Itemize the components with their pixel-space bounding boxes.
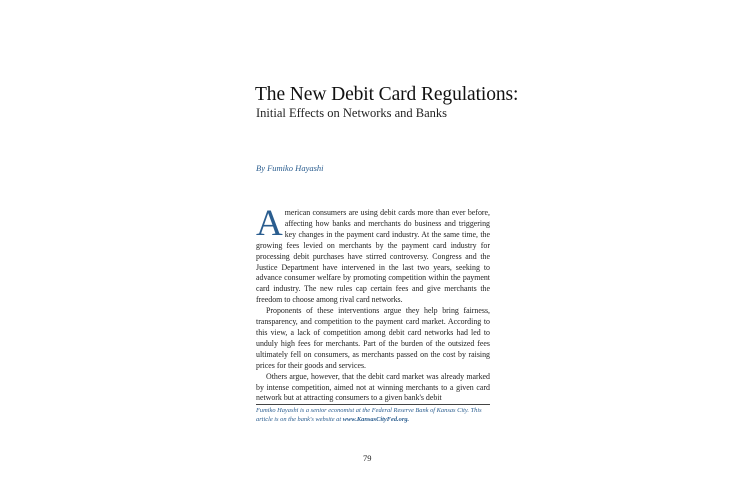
footnote-text: Fumiko Hayashi is a senior economist at the Federal Reserve Bank of Kansas City. This article is on the bank's website at xyxy=(256,407,482,423)
paragraph-1-text: merican consumers are using debit cards more than ever before, affecting how banks and merchants do business and triggering key changes in the payment card industry. At the same time, the growing fees levied on merchants by the payment card industry for processing debit purchases have stirred controversy. Congress and the Justice Department have intervened in the last two years, seeking to advance consumer welfare by promoting competition within the payment card industry. The new rules cap certain fees and give merchants the freedom to choose among rival card networks. xyxy=(256,208,490,305)
author-byline: By Fumiko Hayashi xyxy=(256,163,324,173)
drop-cap: A xyxy=(256,203,283,244)
article-title: The New Debit Card Regulations: xyxy=(255,84,519,105)
paragraph-2: Proponents of these interventions argue they help bring fairness, transparency, and competition to the payment card market. According to this view, a lack of competition among debit card networks had led to unduly high fees for merchants. Part of the burden of the outsized fees ultimately fell on consumers, as merchants passed on the cost by raising prices for their goods and services. xyxy=(256,306,490,370)
article-body xyxy=(256,203,490,404)
author-footnote xyxy=(256,406,496,424)
paragraph-1 xyxy=(256,203,490,306)
footnote-website-link[interactable]: www.KansasCityFed.org. xyxy=(342,416,410,423)
paragraph-3: Others argue, however, that the debit card market was already marked by intense competition, aimed not at winning merchants to a given card network but at attracting consumers to a given bank's debit xyxy=(256,371,490,403)
footnote-divider xyxy=(256,404,490,405)
article-subtitle: Initial Effects on Networks and Banks xyxy=(256,106,448,120)
page-number: 79 xyxy=(363,453,372,463)
